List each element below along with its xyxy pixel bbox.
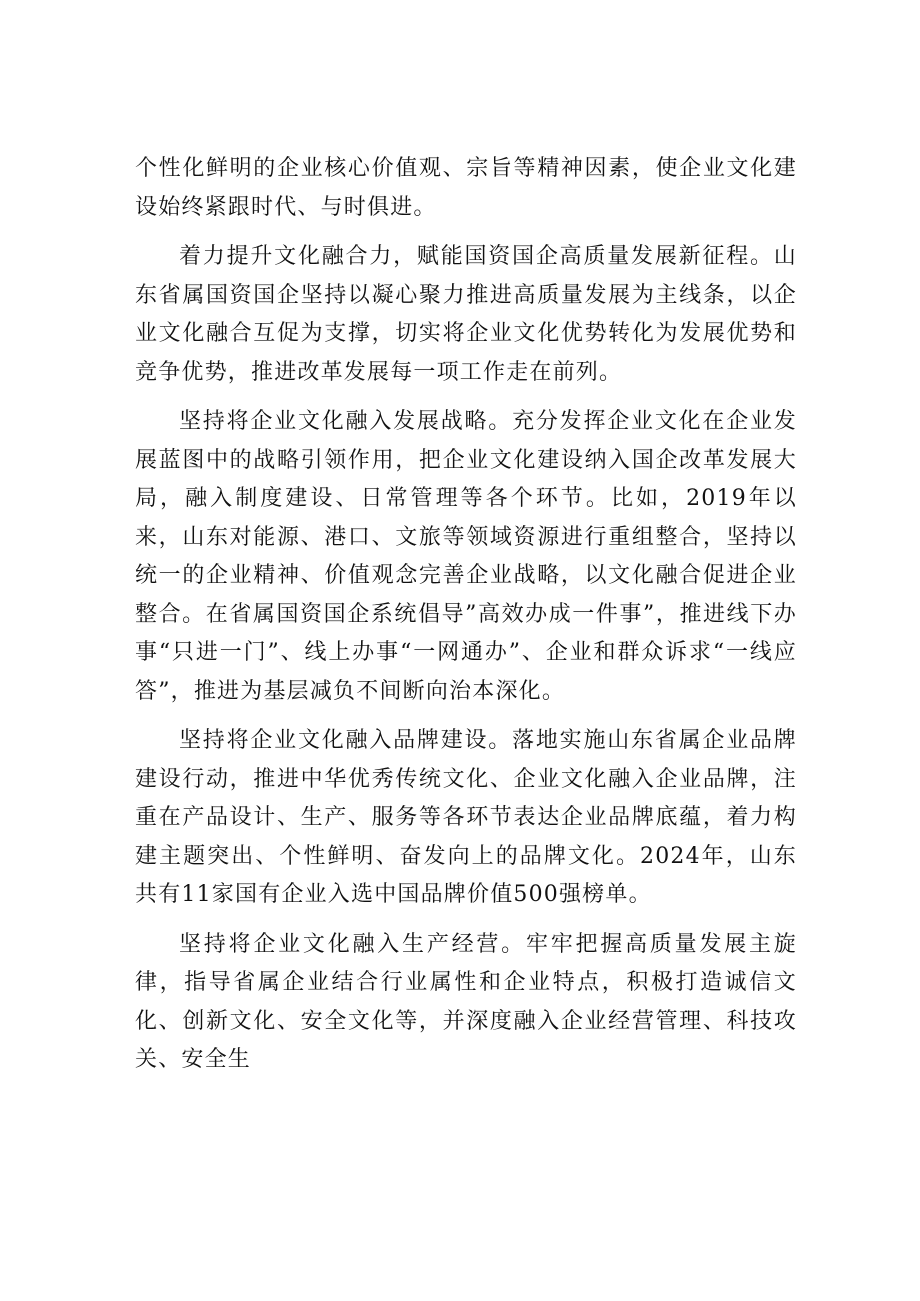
- paragraph-brand-building: 坚持将企业文化融入品牌建设。落地实施山东省属企业品牌建设行动，推进中华优秀传统文化、企业文化融入企业品牌，注重在产品设计、生产、服务等各环节表达企业品牌底蕴，着力构建主题突出、个性鲜明、奋发向上的品牌文化。2024年，山东共有11家国有企业入选中国品牌价值500强榜单。: [135, 728, 797, 907]
- paragraph-development-strategy: 坚持将企业文化融入发展战略。充分发挥企业文化在企业发展蓝图中的战略引领作用，把企业文化建设纳入国企改革发展大局，融入制度建设、日常管理等各个环节。比如，2019年以来，山东对能源、港口、文旅等领域资源进行重组整合，坚持以统一的企业精神、价值观念完善企业战略，以文化融合促进企业整合。在省属国资国企系统倡导”高效办成一件事”，推进线下办事“只进一门”、线上办事“一网通办”、企业和群众诉求“一线应答”，推进为基层减负不间断向治本深化。: [135, 409, 797, 704]
- paragraph-continued: 个性化鲜明的企业核心价值观、宗旨等精神因素，使企业文化建设始终紧跟时代、与时俱进。: [135, 156, 797, 220]
- document-body: [135, 150, 797, 1091]
- paragraph-production-operation: 坚持将企业文化融入生产经营。牢牢把握高质量发展主旋律，指导省属企业结合行业属性和企业特点，积极打造诚信文化、创新文化、安全文化等，并深度融入企业经营管理、科技攻关、安全生: [135, 931, 797, 1072]
- paragraph-cultural-integration: 着力提升文化融合力，赋能国资国企高质量发展新征程。山东省属国资国企坚持以凝心聚力推进高质量发展为主线条，以企业文化融合互促为支撑，切实将企业文化优势转化为发展优势和竞争优势，推进改革发展每一项工作走在前列。: [135, 244, 797, 385]
